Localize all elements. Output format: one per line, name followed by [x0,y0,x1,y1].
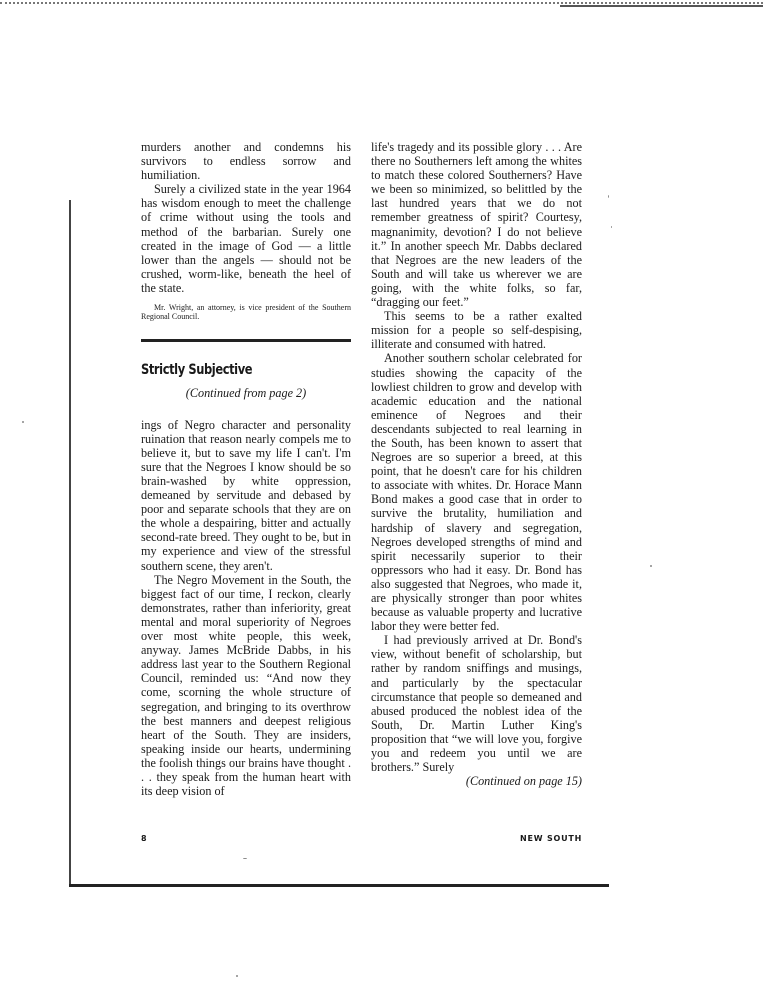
scan-speck [650,565,652,567]
continued-on-note: (Continued on page 15) [465,774,582,789]
page-top-edge-rule [560,5,763,7]
page-top-edge [0,2,763,4]
section-heading: Strictly Subjective [141,362,253,379]
scan-speck [608,195,609,198]
author-note: Mr. Wright, an attorney, is vice president of the Southern Regional Council. [141,303,351,322]
left-margin-rule [69,200,71,885]
civilized-state-paragraph: Surely a civilized state in the year 1964 has wisdom enough to meet the challenge of crime without using the tools and method of the barbarian. Surely one created in the image of God — a little lower than the angels — should not be crushed, worm-like, beneath the heel of the state. [141,182,351,295]
scan-speck [236,975,238,977]
right-carryover-paragraph: life's tragedy and its possible glory . . . Are there no Southerners left among the whites to match these colored Southerners? Have we been so minimized, so belittled by the last hundred years that we do not remember greatness of spirit? Courtesy, magnanimity, devotion? I do not believe it.” In another speech Mr. Dabbs declared that Negroes are the new leaders of the South and will take us wherever we are going, with the white folks, so far, “dragging our feet.” [371,140,582,310]
scan-speck [243,858,247,859]
section-divider-rule [141,339,351,342]
publication-name: NEW SOUTH [520,834,583,843]
scan-speck [22,421,24,423]
page-number: 8 [141,834,147,843]
bottom-page-rule [69,884,609,887]
southern-scholar-paragraph: Another southern scholar celebrated for studies showing the capacity of the lowliest children to grow and develop with academic education and the national eminence of Negroes and their descendants subjected to real learning in the South, has been known to assert that Negroes are so superior a breed, at this point, that he doesn't care for his children to associate with whites. Dr. Horace Mann Bond makes a good case that in order to survive the brutality, humiliation and hardship of slavery and segregation, Negroes developed strengths of mind and spirit necessarily superior to their oppressors who had it easy. Dr. Bond has also suggested that Negroes, who made it, are physically stronger than poor whites because as valuable property and lucrative labor they were better fed. [371,351,582,634]
continued-from-note: (Continued from page 2) [185,385,307,400]
negro-character-paragraph: ings of Negro character and personality ruination that reason nearly compels me to believe it, but to save my life I can't. I'm sure that the Negroes I know should be so brain-washed by white oppression, demeaned by servitude and debased by poor and separate schools that they are on the whole a despairing, bitter and actually second-rate breed. They ought to be, but in my experience and view of the stressful southern scene, they aren't. [141,417,351,573]
right-text-column [371,140,582,788]
negro-movement-paragraph: The Negro Movement in the South, the biggest fact of our time, I reckon, clearly demonstrates, rather than inferiority, great mental and moral superiority of Negroes over most white people, this week, anyway. James McBride Dabbs, in his address last year to the Southern Regional Council, reminded us: “And now they come, scorning the whole structure of segregation, and bringing to its overthrow the best manners and deepest religious heart of the South. They are insiders, speaking inside our hearts, undermining the foolish things our brains have thought . . . they speak from the human heart with its deep vision of [141,572,351,799]
scan-speck [611,226,612,228]
left-carryover-paragraph: murders another and condemns his survivors to endless sorrow and humiliation. [141,140,351,183]
left-text-column [141,140,351,798]
exalted-mission-paragraph: This seems to be a rather exalted mission for a people so self-despising, illiterate and consumed with hatred. [371,309,582,352]
dr-bond-view-paragraph: I had previously arrived at Dr. Bond's view, without benefit of scholarship, but rather by random sniffings and musings, and particularly by the spectacular circumstance that people so demeaned and abused produced the noblest idea of the South, Dr. Martin Luther King's proposition that “we will love you, forgive you and redeem you until we are brothers.” Surely [371,633,582,775]
